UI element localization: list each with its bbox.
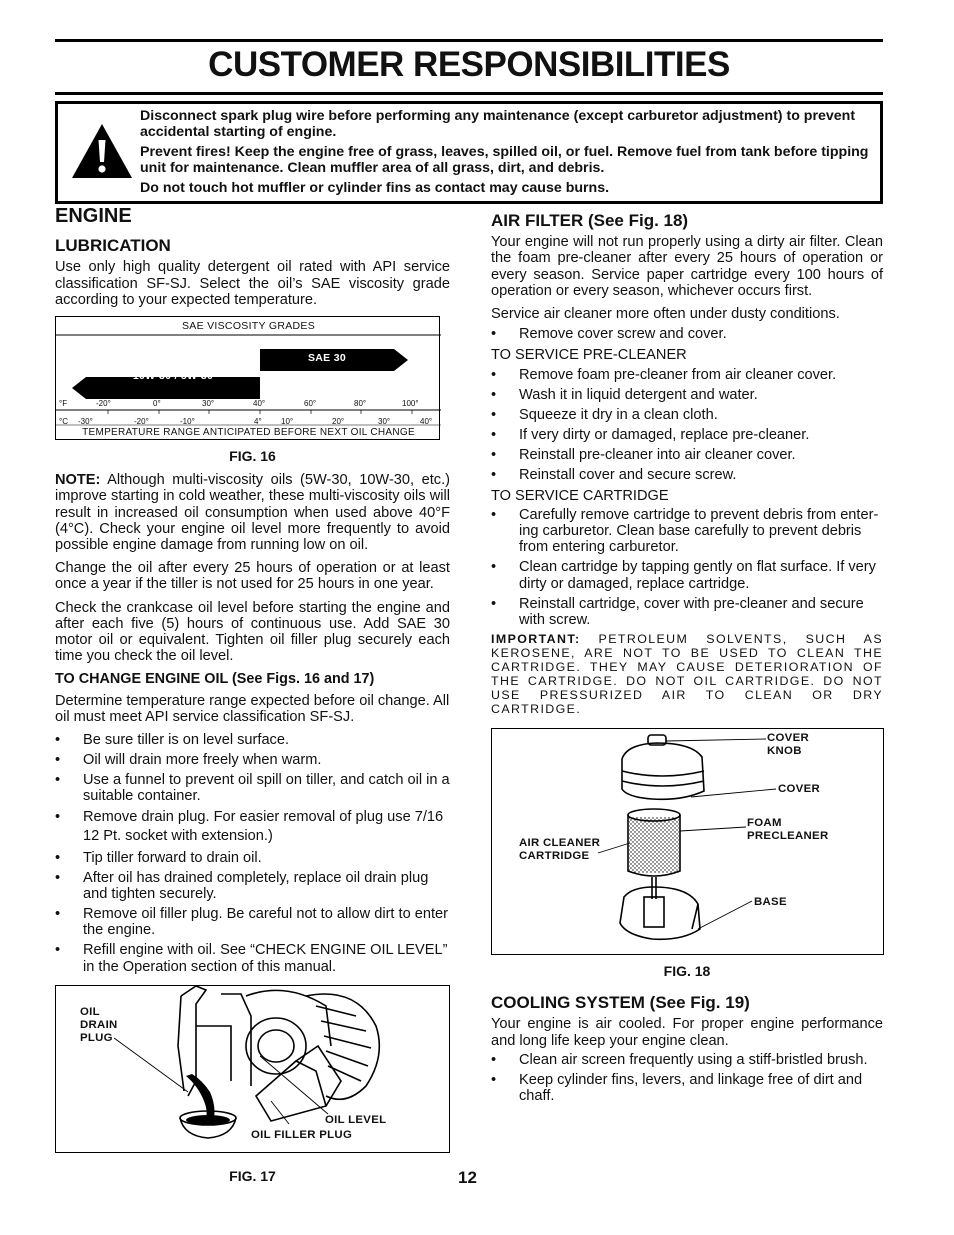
fahrenheit-unit: °F (59, 399, 68, 409)
label-line: KNOB (767, 745, 802, 758)
list-item: • Carefully remove cartridge to prevent debris from enter-ing carburetor. Clean base carefully to prevent debris from entering carburetor. (491, 507, 883, 556)
important-text: PETROLEUM SOLVENTS, SUCH AS KEROSENE, ARE NOT TO BE USED TO CLEAN THE CARTRIDGE. THEY MAY CAUSE DETERIORATION OF THE CARTRIDGE. DO NOT OIL CARTRIDGE. DO NOT USE PRESSURIZED AIR TO CLEAN OR DRY CARTRIDGE. (491, 632, 883, 717)
list-item: • Remove cover screw and cover. (491, 326, 883, 342)
list-item: • Oil will drain more freely when warm. (55, 752, 450, 768)
list-item: • Clean cartridge by tapping gently on flat surface. If very dirty or damaged, replace cartridge. (491, 559, 883, 591)
list-item: • Remove oil filler plug. Be careful not to allow dirt to enter the engine. (55, 906, 450, 938)
change-oil-steps (55, 732, 450, 975)
list-item: • Be sure tiller is on level surface. (55, 732, 450, 748)
fig17-caption: FIG. 17 (229, 1168, 276, 1184)
label-line: COVER (767, 732, 810, 745)
label-line: PLUG (80, 1031, 113, 1044)
list-item: • Clean air screen frequently using a stiff-bristled brush. (491, 1052, 883, 1068)
f-tick: 60° (304, 399, 317, 409)
cover-knob-label (767, 732, 809, 758)
c-tick: -30° (78, 417, 93, 427)
right-column (491, 213, 883, 1108)
oil-filler-plug-label: OIL FILLER PLUG (251, 1128, 353, 1141)
foam-precleaner-label (747, 817, 828, 843)
fig18-air-cleaner-illustration (491, 728, 884, 955)
lubrication-intro: Use only high quality detergent oil rated with API service classification SF-SJ. Select the oil’s SAE viscosity grade according to your expected temperature. (55, 259, 450, 308)
list-item: • Remove foam pre-cleaner from air cleaner cover. (491, 367, 883, 383)
warning-line: Do not touch hot muffler or cylinder fins as contact may cause burns. (140, 180, 610, 196)
list-item: • Reinstall pre-cleaner into air cleaner cover. (491, 447, 883, 463)
air-filter-cover-step (491, 326, 883, 342)
note-label: NOTE: (55, 472, 101, 489)
list-item: • Tip tiller forward to drain oil. (55, 850, 450, 866)
list-item: • Reinstall cartridge, cover with pre-cleaner and secure with screw. (491, 596, 883, 628)
oil-level-label: OIL LEVEL (325, 1113, 387, 1126)
cooling-heading: COOLING SYSTEM (See Fig. 19) (491, 993, 750, 1013)
warning-line: Prevent fires! Keep the engine free of grass, leaves, spilled oil, or fuel. Remove fuel from tank before tipping unit for maintenance. Clean muffler area of all grass, dirt, and debris. (140, 144, 869, 176)
left-column (55, 206, 450, 1153)
c-tick: 4° (254, 417, 262, 427)
list-item: • Wash it in liquid detergent and water. (491, 387, 883, 403)
c-tick: 10° (281, 417, 294, 427)
sae-viscosity-chart (55, 316, 440, 440)
safety-warning-box (55, 101, 883, 204)
list-item: • Reinstall cover and secure screw. (491, 467, 883, 483)
precleaner-heading: TO SERVICE PRE-CLEANER (491, 347, 687, 364)
air-filter-para2: Service air cleaner more often under dusty conditions. (491, 306, 840, 323)
air-filter-heading: AIR FILTER (See Fig. 18) (491, 211, 689, 230)
precleaner-steps (491, 367, 883, 483)
c-tick: 30° (378, 417, 391, 427)
cartridge-heading: TO SERVICE CARTRIDGE (491, 487, 669, 504)
list-item: • Squeeze it dry in a clean cloth. (491, 407, 883, 423)
list-item: • Remove drain plug. For easier removal of plug use 7/16 12 Pt. socket with extension.) (55, 808, 450, 846)
c-tick: -20° (134, 417, 149, 427)
chart-title: SAE VISCOSITY GRADES (181, 320, 315, 333)
oil-change-interval: Change the oil after every 25 hours of operation or at least once a year if the tiller is not used for 25 hours in one year. (55, 560, 450, 593)
f-tick: 80° (354, 399, 367, 409)
label-line: FOAM (747, 817, 782, 830)
c-tick: 20° (332, 417, 345, 427)
list-item: • Use a funnel to prevent oil spill on tiller, and catch oil in a suitable container. (55, 772, 450, 804)
note-text: Although multi-viscosity oils (5W-30, 10W-30, etc.) improve starting in cold weather, these multi-viscosity oils will result in increased oil consumption when used above 40°F (4°C). Check your engine oil level more frequently to avoid possible engine damage from running low on oil. (55, 472, 450, 554)
title-rule (55, 92, 883, 95)
f-tick: 30° (202, 399, 215, 409)
page-title: CUSTOMER RESPONSIBILITIES (208, 45, 730, 84)
multi-viscosity-label: 10W-30 / 5W-30 (132, 370, 214, 383)
list-item: • After oil has drained completely, replace oil drain plug and tighten securely. (55, 870, 450, 902)
lubrication-heading: LUBRICATION (55, 236, 171, 256)
engine-heading: ENGINE (55, 205, 132, 227)
warning-exclamation-icon (70, 122, 134, 180)
oil-check-paragraph: Check the crankcase oil level before starting the engine and after each five (5) hours of continuous use. Add SAE 30 motor oil or equivalent. Tighten oil filler plug securely each time you check the oil level. (55, 599, 450, 665)
c-tick: -10° (180, 417, 195, 427)
label-line: AIR CLEANER (519, 837, 601, 850)
cover-label: COVER (778, 783, 821, 796)
note-paragraph (55, 472, 450, 553)
chart-footer: TEMPERATURE RANGE ANTICIPATED BEFORE NEXT OIL CHANGE (82, 427, 415, 439)
cooling-steps (491, 1052, 883, 1104)
important-label: IMPORTANT: (491, 632, 581, 647)
label-line: PRECLEANER (747, 830, 829, 843)
air-filter-para1: Your engine will not run properly using a dirty air filter. Clean the foam pre-cleaner after every 25 hours of operation or every season. Service paper cartridge every 100 hours of operation or every season, whichever occurs first. (491, 234, 883, 299)
sae30-label: SAE 30 (308, 352, 346, 365)
c-tick: 40° (420, 417, 433, 427)
top-rule (55, 39, 883, 42)
warning-text (140, 108, 870, 200)
air-cleaner-cartridge-label (519, 837, 600, 863)
list-item: • Refill engine with oil. See “CHECK ENGINE OIL LEVEL” in the Operation section of this manual. (55, 942, 450, 974)
fig17-oil-drain-illustration (55, 985, 450, 1153)
celsius-unit: °C (59, 417, 68, 427)
oil-drain-plug-label (80, 1006, 118, 1045)
fig18-caption: FIG. 18 (663, 963, 711, 980)
change-oil-heading: TO CHANGE ENGINE OIL (See Figs. 16 and 17) (55, 671, 375, 688)
label-line: CARTRIDGE (519, 850, 590, 863)
base-label: BASE (754, 896, 787, 909)
list-item: • If very dirty or damaged, replace pre-cleaner. (491, 427, 883, 443)
label-line: DRAIN (80, 1018, 118, 1031)
fig16-caption: FIG. 16 (229, 448, 276, 465)
f-tick: 0° (153, 399, 161, 409)
list-item: • Keep cylinder fins, levers, and linkage free of dirt and chaff. (491, 1072, 883, 1104)
cartridge-steps (491, 507, 883, 628)
f-tick: 100° (402, 399, 419, 409)
label-line: OIL (80, 1005, 100, 1018)
warning-line: Disconnect spark plug wire before performing any maintenance (except carburetor adjustment) to prevent accidental starting of engine. (140, 108, 856, 140)
f-tick: 40° (253, 399, 266, 409)
page-number: 12 (458, 1168, 477, 1187)
cooling-intro: Your engine is air cooled. For proper engine performance and long life keep your engine clean. (491, 1016, 883, 1049)
change-oil-intro: Determine temperature range expected before oil change. All oil must meet API service classification SF-SJ. (55, 692, 450, 725)
important-notice (491, 632, 883, 716)
f-tick: -20° (96, 399, 111, 409)
